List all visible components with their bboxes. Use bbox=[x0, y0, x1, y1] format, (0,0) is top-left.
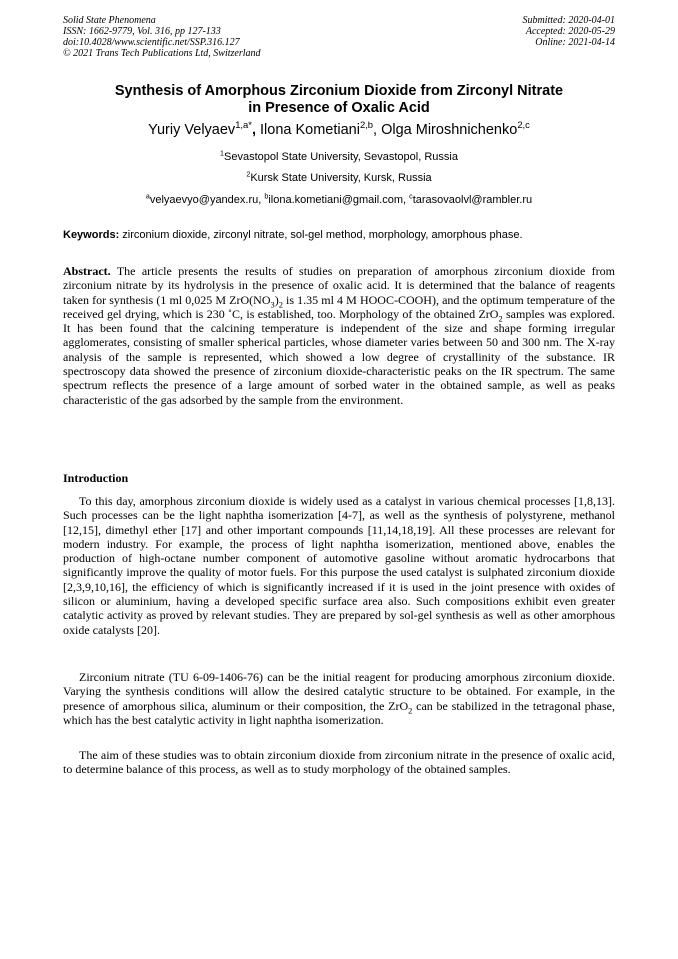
abstract-text-2: ) bbox=[274, 292, 279, 307]
intro-paragraph-3: The aim of these studies was to obtain zirconium dioxide from zirconium nitrate in the presence of oxalic acid, to determine balance of this process, as well as to study morphology of the obtained samples. bbox=[63, 748, 615, 777]
author-2-affiliation-mark: 2,b bbox=[359, 119, 374, 131]
author-1-affiliation-mark: 1,a* bbox=[235, 119, 252, 131]
abstract-text-4: samples was explored. It has been found that the calcining temperature is independent of the size and shape forming irregular agglomerates, consisting of smaller spherical particles, whose diameter varies between 50 and 300 nm. The X-ray analysis of the sample is represented, which showed a low degree of crystallinity of the substance. IR spectroscopy data showed the presence of zirconium dioxide-characteristic peaks on the IR spectrum. The same spectrum reflects the presence of a large amount of sorbed water in the obtained sample, as well as peaks characteristic of the gas adsorbed by the sample from the environment. bbox=[63, 306, 615, 407]
date-online: Online: 2021-04-14 bbox=[535, 37, 615, 48]
affiliation-2 bbox=[63, 172, 615, 185]
affiliation-1-text: Sevastopol State University, Sevastopol, Russia bbox=[224, 151, 458, 163]
email-a[interactable]: velyaevyo@yandex.ru, bbox=[149, 194, 265, 206]
intro-paragraph-2-text-2: can be stabilized in the tetragonal phase, which has the best catalytic activity in light naphtha isomerization. bbox=[63, 698, 615, 727]
email-b-mark: b bbox=[264, 192, 269, 201]
abstract-text-3: is 1.35 ml 4 M HOOC-COOH), and the optimum temperature of the received gel drying, which is 230 ˚C, is established, too. Morphology of the obtained ZrO bbox=[63, 292, 615, 321]
affiliation-2-mark: 2 bbox=[246, 170, 251, 179]
journal-doi: doi:10.4028/www.scientific.net/SSP.316.127 bbox=[63, 37, 240, 48]
paper-title bbox=[63, 83, 615, 117]
journal-copyright: © 2021 Trans Tech Publications Ltd, Switzerland bbox=[63, 48, 261, 59]
subscript: 3 bbox=[270, 299, 275, 309]
author-1: Yuriy Velyaev bbox=[148, 122, 236, 138]
paper-title-line-1: Synthesis of Amorphous Zirconium Dioxide from Zirconyl Nitrate bbox=[114, 83, 564, 99]
journal-name: Solid State Phenomena bbox=[63, 15, 156, 26]
author-list bbox=[63, 121, 615, 139]
email-c-mark: c bbox=[409, 192, 413, 201]
author-2: Ilona Kometiani bbox=[260, 122, 360, 138]
section-heading-introduction: Introduction bbox=[63, 471, 129, 485]
journal-info bbox=[63, 15, 261, 59]
journal-issn: ISSN: 1662-9779, Vol. 316, pp 127-133 bbox=[63, 26, 221, 37]
abstract bbox=[63, 264, 615, 407]
affiliation-1-mark: 1 bbox=[220, 149, 224, 158]
author-separator: , bbox=[373, 122, 382, 138]
email-a-mark: a bbox=[145, 192, 150, 201]
author-separator: , bbox=[251, 122, 260, 138]
keywords bbox=[63, 229, 615, 242]
author-3: Olga Miroshnichenko bbox=[381, 122, 518, 138]
affiliation-2-text: Kursk State University, Kursk, Russia bbox=[250, 172, 432, 184]
abstract-text-1: The article presents the results of studies on preparation of amorphous zirconium dioxide from zirconium nitrate by its hydrolysis in the presence of oxalic acid. It is determined that the balance of reagents taken for synthesis (1 ml 0,025 M ZrO(NO bbox=[63, 264, 615, 307]
subscript: 2 bbox=[278, 299, 283, 309]
email-b[interactable]: ilona.kometiani@gmail.com, bbox=[268, 194, 410, 206]
affiliation-1 bbox=[63, 151, 615, 164]
intro-paragraph-1: To this day, amorphous zirconium dioxide is widely used as a catalyst in various chemical processes [1,8,13]. Such processes can be the light naphtha isomerization [4-7], as well as the synthesis of polystyrene, methanol [12,15], dimethyl ether [17] and other important compounds [11,14,18,19]. All these processes are relevant for modern industry. For example, the process of light naphtha isomerization, mentioned above, enables the production of high-octane number component of automotive gasoline without aromatic hydrocarbons that significantly improve the quality of motor fuels. For this purpose the used catalyst is sulphated zirconium dioxide [2,3,9,10,16], the efficiency of which is significantly increased if it is used in the joint presence with oxides of silicon or aluminium, having a developed specific surface area also. Such compositions exhibit even greater catalytic activity as proved by relevant studies. They are prepared by sol-gel synthesis as well as other amorphous oxide catalysts [20]. bbox=[63, 494, 615, 637]
author-3-affiliation-mark: 2,c bbox=[517, 119, 530, 131]
intro-paragraph-2-text-1: Zirconium nitrate (TU 6-09-1406-76) can be the initial reagent for producing amorphous zirconium dioxide. Varying the synthesis conditions will allow the desired catalytic structure to be obtained. For example, in the presence of amorphous silica, aluminum or their composition, the ZrO bbox=[63, 670, 615, 713]
subscript: 2 bbox=[498, 314, 503, 324]
abstract-label: Abstract. bbox=[63, 264, 111, 278]
author-emails bbox=[63, 194, 615, 207]
paper-title-line-2: in Presence of Oxalic Acid bbox=[248, 100, 430, 116]
subscript: 2 bbox=[408, 705, 413, 715]
email-c[interactable]: tarasovaolvl@rambler.ru bbox=[412, 194, 533, 206]
keywords-label: Keywords: bbox=[63, 229, 120, 241]
keywords-text: zirconium dioxide, zirconyl nitrate, sol-gel method, morphology, amorphous phase. bbox=[119, 229, 523, 241]
date-accepted: Accepted: 2020-05-29 bbox=[525, 26, 615, 37]
publication-dates bbox=[523, 15, 616, 48]
date-submitted: Submitted: 2020-04-01 bbox=[522, 15, 615, 26]
intro-paragraph-2 bbox=[63, 670, 615, 727]
